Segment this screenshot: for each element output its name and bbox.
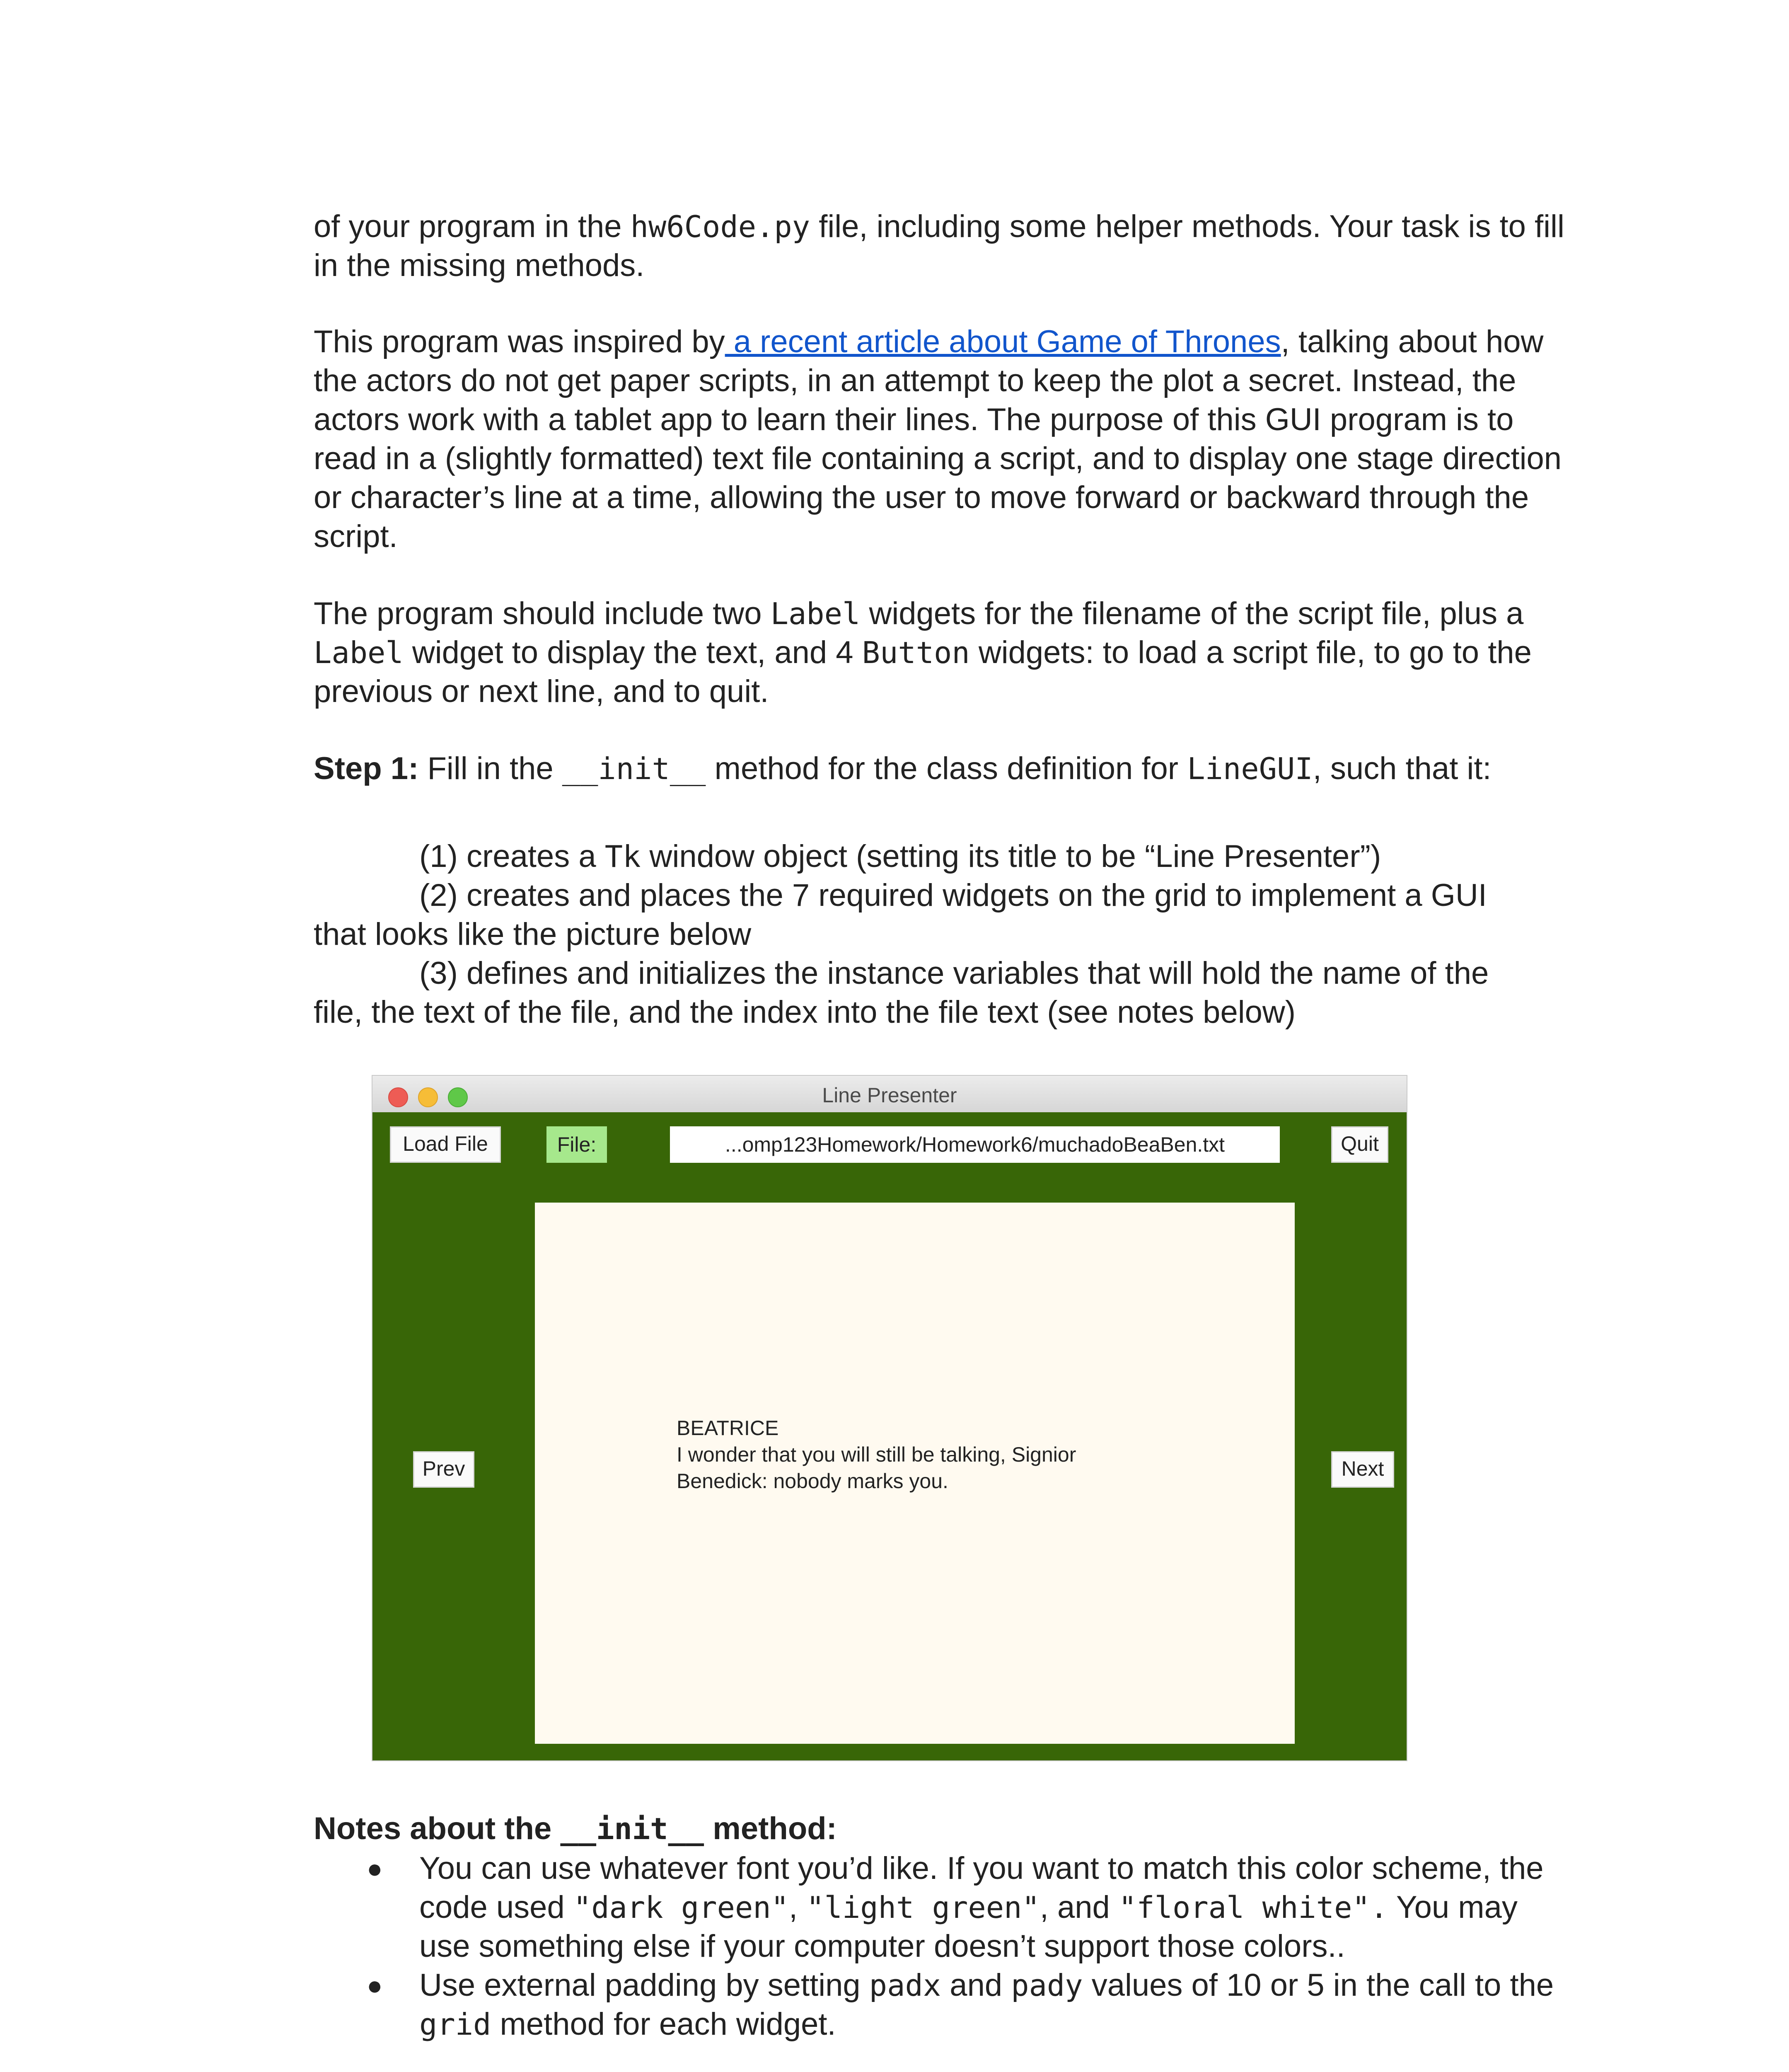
inline-code: __init__ <box>560 1811 704 1846</box>
note-item-padding <box>314 1966 1573 2044</box>
text: , such that it: <box>1313 751 1492 786</box>
file-path-label: ...omp123Homework/Homework6/muchadoBeaBen.txt <box>670 1126 1280 1163</box>
step-1-heading <box>314 749 1573 788</box>
text: widget to display the text, and 4 <box>403 635 862 670</box>
inline-code: Tk <box>604 839 641 874</box>
inline-code: grid <box>419 2007 491 2042</box>
quit-button[interactable]: Quit <box>1331 1126 1388 1163</box>
text: values of 10 or 5 in the call to the <box>1083 1968 1554 2003</box>
text: method: <box>704 1811 837 1846</box>
text: , <box>789 1890 807 1925</box>
text: method for the class definition for <box>706 751 1187 786</box>
text: of your program in the <box>314 209 631 244</box>
window-titlebar <box>372 1076 1407 1113</box>
step-item-3-cont: file, the text of the file, and the index into the file text (see notes below) <box>314 995 1296 1030</box>
inline-code: LineGUI <box>1187 751 1313 786</box>
note-item-colors <box>314 1849 1573 1966</box>
inline-code: padx <box>869 1968 941 2003</box>
notes-heading <box>314 1809 837 1848</box>
paragraph-intro <box>314 207 1573 285</box>
window-title: Line Presenter <box>822 1084 957 1107</box>
text: widgets for the filename of the script file, plus a <box>860 596 1524 631</box>
line-display-text: BEATRICE I wonder that you will still be talking, Signior Benedick: nobody marks you. <box>677 1416 1076 1493</box>
text: The program should include two <box>314 596 771 631</box>
inline-code: __init__ <box>562 751 706 786</box>
text: window object (setting its title to be “Line Presenter”) <box>641 839 1381 874</box>
text: You may use something else if your computer doesn’t support those colors.. <box>419 1890 1518 1964</box>
paragraph-inspiration <box>314 322 1573 556</box>
window-content <box>372 1112 1407 1760</box>
text: Fill in the <box>418 751 562 786</box>
bullet-icon: ● <box>367 1854 383 1883</box>
step-item-2: (2) creates and places the 7 required widgets on the grid to implement a GUI <box>419 878 1487 913</box>
inline-code: hw6Code.py <box>630 209 810 244</box>
line-presenter-window <box>372 1075 1407 1761</box>
text: and <box>941 1968 1011 2003</box>
step-item-3: (3) defines and initializes the instance variables that will hold the name of the <box>419 956 1489 991</box>
file-label: File: <box>546 1126 607 1163</box>
text: Notes about the <box>314 1811 561 1846</box>
inline-code: "dark green" <box>573 1890 789 1925</box>
text: (1) creates a <box>419 839 605 874</box>
text: You can use whatever font you’d like. If you want to match this color scheme, the code used <box>419 1851 1544 1925</box>
next-button[interactable]: Next <box>1331 1451 1394 1488</box>
inline-code: "floral white". <box>1118 1890 1388 1925</box>
text: , talking about how the actors do not get paper scripts, in an attempt to keep the plot a secret. Instead, the actors work with a tablet app to learn their lines. The purpose of this GUI program is to read in a (slightly formatted) text file containing a script, and to display one stage direction or character’s line at a time, allowing the user to move forward or backward through the script. <box>314 324 1562 554</box>
step-item-1 <box>314 837 1573 876</box>
text: This program was inspired by <box>314 324 725 359</box>
inline-code: Label <box>314 635 404 670</box>
prev-button[interactable]: Prev <box>413 1451 474 1488</box>
inline-code: Label <box>770 596 861 631</box>
text: Use external padding by setting <box>419 1968 869 2003</box>
step-item-2-cont: that looks like the picture below <box>314 917 752 952</box>
text: widgets: to load a script file, to go to the previous or next line, and to quit. <box>314 635 1532 709</box>
inline-code: "light green" <box>806 1890 1040 1925</box>
inline-code: Button <box>862 635 970 670</box>
text: method for each widget. <box>491 2007 836 2042</box>
inline-code: pady <box>1011 1968 1083 2003</box>
step-label: Step 1: <box>314 751 419 786</box>
article-link[interactable]: a recent article about Game of Thrones <box>725 324 1281 359</box>
line-display-label <box>535 1203 1295 1744</box>
paragraph-widgets <box>314 594 1573 711</box>
text: , and <box>1040 1890 1119 1925</box>
step-list <box>314 837 1573 1032</box>
bullet-icon: ● <box>367 1970 383 2000</box>
notes-list <box>314 1849 1573 2044</box>
load-file-button[interactable]: Load File <box>390 1126 501 1163</box>
text: file, including some helper methods. Your task is to fill in the missing methods. <box>314 209 1564 283</box>
